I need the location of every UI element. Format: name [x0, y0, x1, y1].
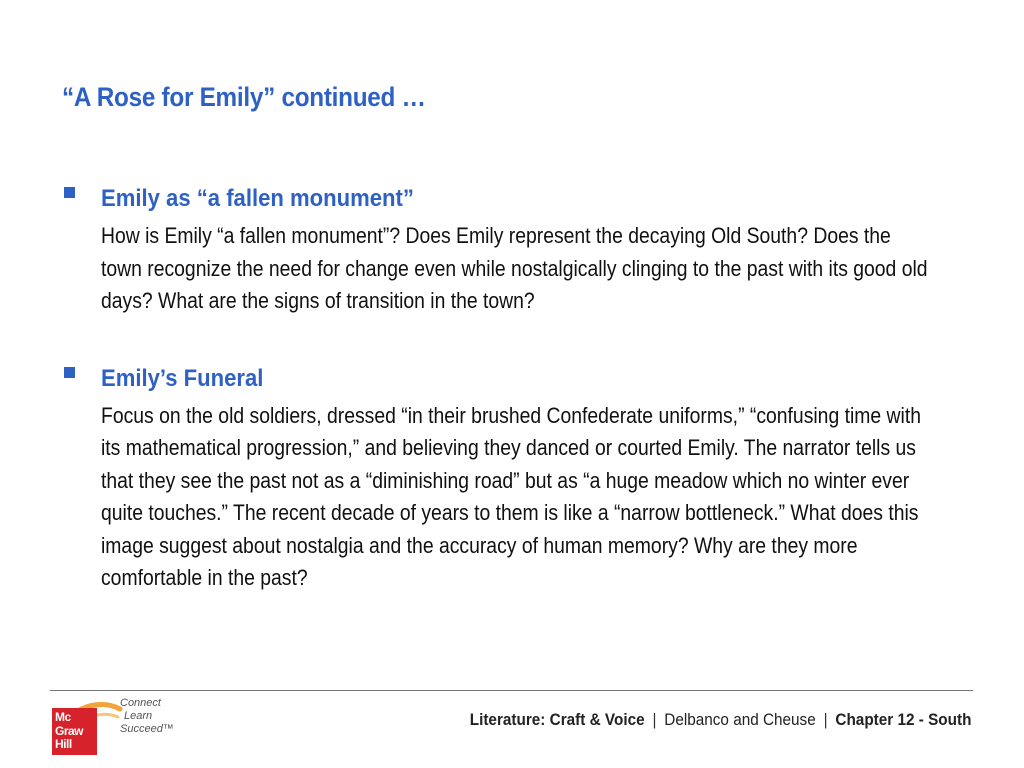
- footer-chapter: Chapter 12 - South: [834, 710, 971, 729]
- bullet-body: How is Emily “a fallen monument”? Does Emily represent the decaying Old South? Does the town recognize the need for change even while nostalgically clinging to the past with its good old days? What are the signs of transition in the town?: [101, 223, 928, 313]
- bullet-item-funeral: [64, 360, 974, 595]
- publisher-logo: [50, 697, 180, 755]
- logo-tagline: [120, 697, 174, 736]
- bullet-body: Focus on the old soldiers, dressed “in their brushed Confederate uniforms,” “confusing time with its mathematical progression,” and believing they danced or courted Emily. The narrator tells us that they see the past not as a “diminishing road” but as “a huge meadow which no winter ever quite touches.” The recent decade of years to them is like a “narrow bottleneck.” What does this image suggest about nostalgia and the accuracy of human memory? Why are they more comfortable in the past?: [101, 402, 921, 590]
- bullet-heading: Emily’s Funeral: [101, 364, 264, 392]
- logo-text-graw: Graw: [55, 723, 84, 738]
- slide-title: “A Rose for Emily” continued …: [62, 82, 426, 112]
- tagline-connect: Connect: [120, 697, 161, 709]
- bullet-list: [64, 180, 974, 637]
- tagline-learn: Learn: [124, 710, 153, 722]
- footer-citation: [469, 710, 971, 730]
- bullet-heading: Emily as “a fallen monument”: [101, 185, 414, 212]
- square-bullet-icon: [64, 187, 75, 198]
- square-bullet-icon: [64, 367, 75, 378]
- mcgraw-hill-logo-box: [52, 708, 97, 755]
- bullet-item-fallen-monument: [64, 180, 974, 318]
- logo-text-mc: Mc: [55, 710, 71, 724]
- tagline-succeed: Succeed™: [120, 723, 174, 735]
- footer-divider: [50, 690, 973, 691]
- logo-text-hill: Hill: [55, 737, 72, 751]
- footer-separator: |: [823, 710, 828, 729]
- footer-book-title: Literature: Craft & Voice: [469, 710, 645, 729]
- footer-separator: |: [652, 710, 657, 729]
- footer-authors: Delbanco and Cheuse: [663, 710, 816, 729]
